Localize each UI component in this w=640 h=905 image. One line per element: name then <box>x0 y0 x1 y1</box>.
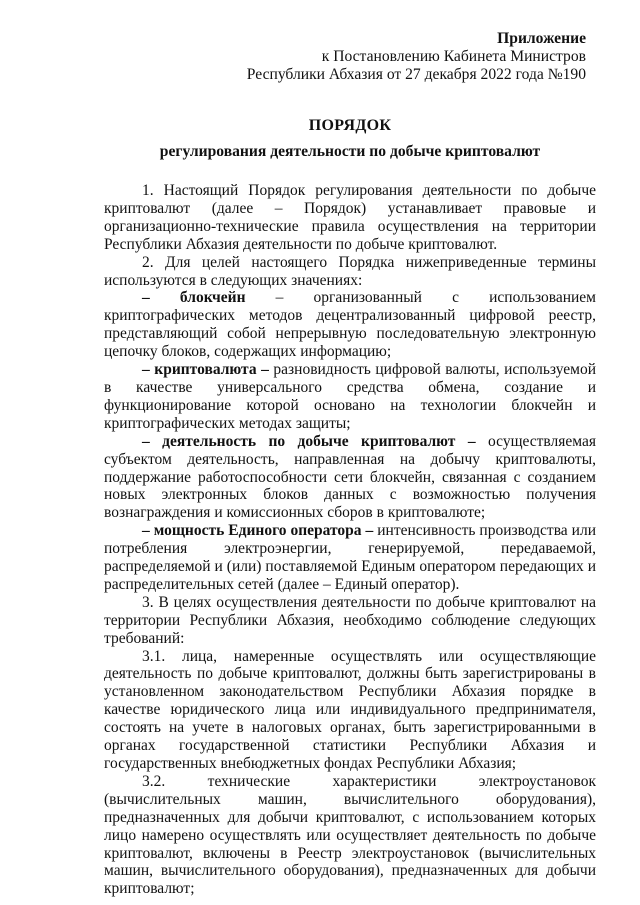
definition-blockchain <box>104 289 596 361</box>
appendix-reference-line-2: Республики Абхазия от 27 декабря 2022 года №190 <box>246 66 586 83</box>
term-label: – криптовалюта – <box>142 361 269 379</box>
document-body <box>104 182 596 898</box>
paragraph-text: 2. Для целей настоящего Порядка нижеприведенные термины используются в следующих значениях: <box>104 253 596 289</box>
paragraph-text: 3.2. технические характеристики электроустановок (вычислительных машин, вычислительного оборудования), предназначенных для добычи криптовалют, с использованием которых лицо намерено осуществлять или осуществляет деятельность по добыче криптовалют, включены в Реестр электроустановок (вычислительных машин, вычислительного оборудования), предназначенных для добычи криптовалют; <box>104 772 596 898</box>
definition-text: – организованный с использованием криптографических методов децентрализованный цифровой реестр, представляющий собой непрерывную последовательную электронную цепочку блоков, содержащих информацию; <box>104 289 596 361</box>
paragraph-1 <box>104 182 596 254</box>
paragraph-text: 3.1. лица, намеренные осуществлять или осуществляющие деятельность по добыче криптовалют, должны быть зарегистрированы в установленном законодательством Республики Абхазия порядке в качестве юридического лица или индивидуального предпринимателя, состоять на учете в налоговых органах, быть зарегистрированными в органах государственной статистики Республики Абхазия и государственных внебюджетных фондах Республики Абхазия; <box>104 647 596 772</box>
document-subtitle: регулирования деятельности по добыче криптовалют <box>159 143 541 160</box>
paragraph-2 <box>104 254 596 290</box>
paragraph-3 <box>104 594 596 648</box>
paragraph-3-2 <box>104 773 596 898</box>
definition-text: разновидность цифровой валюты, используемой в качестве универсального средства обмена, создание и функционирование которой основано на технологии блокчейн и криптографических методах защиты; <box>104 361 596 432</box>
definition-text: осуществляемая субъектом деятельность, направленная на добычу криптовалюты, поддержание работоспособности сети блокчейн, связанная с созданием новых электронных блоков данных с возможностью получения вознаграждения и комиссионных сборов в криптовалюте; <box>104 432 596 522</box>
appendix-reference-line-1: к Постановлению Кабинета Министров <box>321 48 586 65</box>
document-title: ПОРЯДОК <box>308 117 392 134</box>
definition-text: интенсивность производства или потребления электроэнергии, генерируемой, передаваемой, распределяемой и (или) поставляемой Единым оператором передающих и распределительных сетей (далее – Единый оператор). <box>104 522 596 593</box>
term-label: – мощность Единого оператора – <box>142 522 374 540</box>
appendix-header <box>104 30 586 84</box>
term-label: – деятельность по добыче криптовалют – <box>142 432 476 450</box>
appendix-title: Приложение <box>497 30 586 47</box>
definition-cryptocurrency <box>104 361 596 433</box>
paragraph-text: 1. Настоящий Порядок регулирования деятельности по добыче криптовалют (далее – Порядок) устанавливает правовые и организационно-технические правила осуществления на территории Республики Абхазия деятельности по добыче криптовалют. <box>104 182 596 253</box>
paragraph-text: 3. В целях осуществления деятельности по добыче криптовалют на территории Республики Абхазия, необходимо соблюдение следующих требований: <box>104 593 596 647</box>
definition-mining-activity <box>104 433 596 523</box>
term-label: – блокчейн <box>142 289 246 307</box>
definition-operator-capacity <box>104 522 596 594</box>
paragraph-3-1 <box>104 648 596 773</box>
